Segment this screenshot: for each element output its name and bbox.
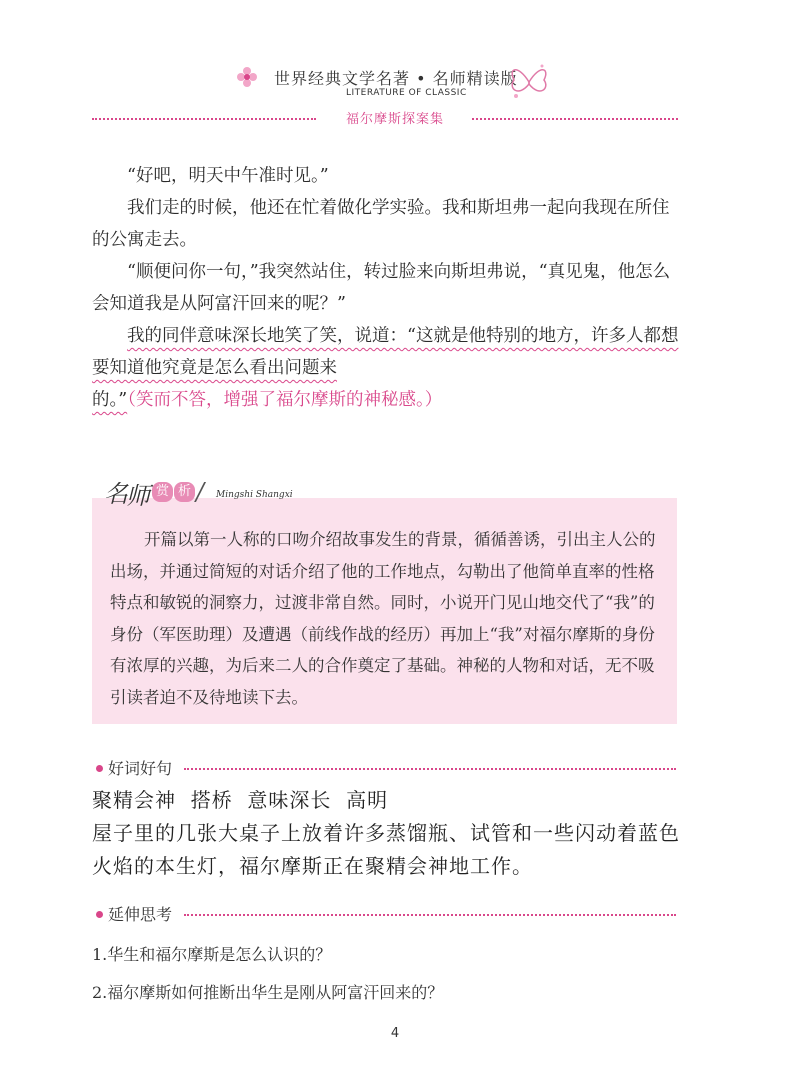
header-divider-right [472,118,678,120]
main-text [92,160,682,416]
butterfly-icon [508,62,550,102]
analysis-badge-2: 析 [174,482,195,502]
analysis-heading-roman: Mingshi Shangxi [216,490,293,500]
series-title: 世界经典文学名著 • 名师精读版 [274,69,518,88]
question-list [92,936,692,1012]
good-words-heading [96,756,676,780]
good-words-line-2: 屋子里的几张大桌子上放着许多蒸馏瓶、试管和一些闪动着蓝色火焰的本生灯，福尔摩斯正在聚精会神地工作。 [92,821,680,878]
analysis-paragraph: 开篇以第一人称的口吻介绍故事发生的背景，循循善诱，引出主人公的出场，并通过简短的对话介绍了他的工作地点，勾勒出了他简单直率的性格特点和敏锐的洞察力，过渡非常自然。同时，小说开门见山地交代了“我”的身份（军医助理）及遭遇（前线作战的经历）再加上“我”对福尔摩斯的身份有浓厚的兴趣，为后来二人的合作奠定了基础。神秘的人物和对话，无不吸引读者迫不及待地读下去。 [110,530,656,707]
good-words-content [92,784,692,883]
book-title: 福尔摩斯探案集 [345,112,444,127]
analysis-badge-1: 赏 [152,482,173,502]
analysis-heading-char-1: 名 [104,480,128,508]
annotation-note: （笑而不答，增强了福尔摩斯的神秘感。） [127,390,443,410]
bullet-dot [96,911,103,918]
paragraph-3: “顺便问你一句，”我突然站住，转过脸来向斯坦弗说，“真见鬼，他怎么会知道我是从阿富汗回来的呢？” [92,262,671,314]
thinking-label: 延伸思考 [108,905,173,924]
underlined-sentence: 我的同伴意味深长地笑了笑，说道：“这就是他特别的地方，许多人都想要知道他究竟是怎么看出问题来的。” [92,326,679,410]
question-2: 2.福尔摩斯如何推断出华生是刚从阿富汗回来的？ [92,983,444,1002]
paragraph-1: “好吧，明天中午准时见。” [127,166,329,186]
section-divider [184,914,676,916]
analysis-heading-char-2: 师 [126,482,150,510]
series-subtitle: LITERATURE OF CLASSIC [346,88,467,98]
flower-icon [236,66,258,88]
good-words-label: 好词好句 [108,759,173,778]
heading-slash: / [196,478,205,506]
page-header [0,58,790,128]
header-divider-left [92,118,316,120]
bullet-dot [96,765,103,772]
section-divider [184,768,676,770]
question-1: 1.华生和福尔摩斯是怎么认识的？ [92,945,332,964]
good-words-line-1: 聚精会神 搭桥 意味深长 高明 [92,788,389,812]
page-number: 4 [390,1026,400,1041]
analysis-text [110,524,662,713]
analysis-heading [104,478,304,508]
thinking-heading [96,902,676,926]
paragraph-2: 我们走的时候，他还在忙着做化学实验。我和斯坦弗一起向我现在所住的公寓走去。 [92,198,670,250]
paragraph-4 [92,320,682,416]
